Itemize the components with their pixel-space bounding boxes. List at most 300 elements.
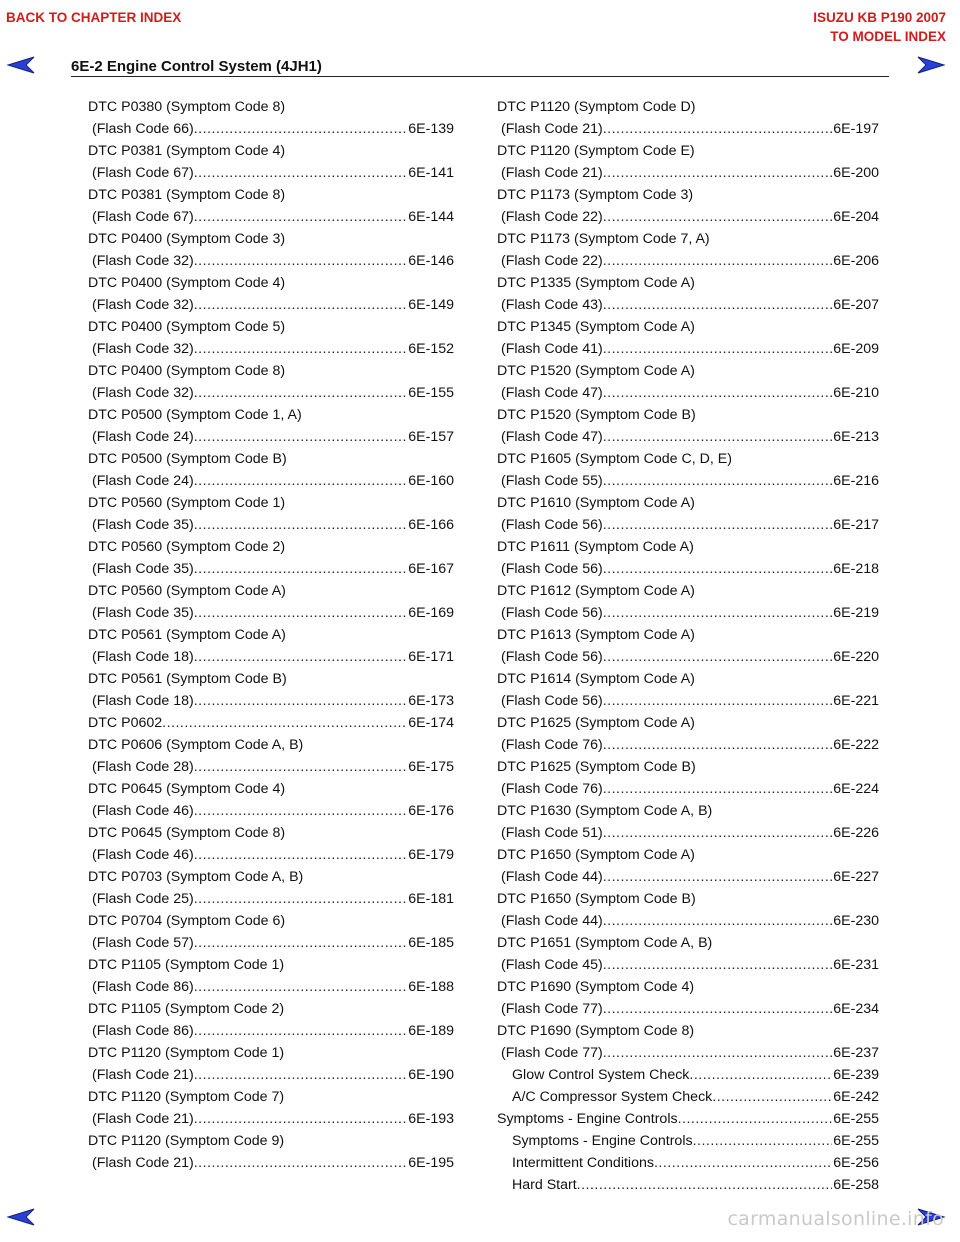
toc-entry[interactable]: [497, 844, 879, 888]
toc-entry[interactable]: [497, 1064, 879, 1086]
dot-leader: [712, 1086, 832, 1108]
toc-line: [88, 294, 454, 316]
toc-line: [88, 140, 454, 162]
entry-title: DTC P1690 (Symptom Code 8): [497, 1023, 695, 1039]
toc-entry[interactable]: [88, 954, 454, 998]
flash-code: (Flash Code 56): [501, 605, 603, 621]
toc-line: [88, 756, 454, 778]
toc-line: [497, 360, 879, 382]
page-number: 6E-141: [408, 165, 454, 181]
dot-leader: [603, 866, 833, 888]
dot-leader: [194, 1108, 408, 1130]
entry-title: DTC P1611 (Symptom Code A): [497, 539, 694, 555]
page-number: 6E-255: [833, 1133, 879, 1149]
toc-line: [497, 294, 879, 316]
flash-code: (Flash Code 35): [92, 605, 194, 621]
entry-title: DTC P1690 (Symptom Code 4): [497, 979, 695, 995]
toc-line: [497, 272, 879, 294]
back-to-chapter-index-link[interactable]: BACK TO CHAPTER INDEX: [6, 10, 182, 25]
flash-code: (Flash Code 55): [501, 473, 603, 489]
flash-code: (Flash Code 77): [501, 1045, 603, 1061]
dot-leader: [194, 932, 408, 954]
entry-title: DTC P0561 (Symptom Code A): [88, 627, 286, 643]
dot-leader: [689, 1064, 832, 1086]
dot-leader: [194, 1020, 408, 1042]
dot-leader: [654, 1152, 832, 1174]
flash-code: (Flash Code 43): [501, 297, 603, 313]
toc-line: [88, 646, 454, 668]
toc-line: [88, 558, 454, 580]
page-number: 6E-204: [833, 209, 879, 225]
entry-title: A/C Compressor System Check: [512, 1089, 713, 1105]
prev-page-arrow-icon[interactable]: [6, 55, 36, 75]
page-number: 6E-174: [408, 715, 454, 731]
page-number: 6E-155: [408, 385, 454, 401]
page-number: 6E-190: [408, 1067, 454, 1083]
entry-title: DTC P1520 (Symptom Code B): [497, 407, 696, 423]
dot-leader: [603, 118, 833, 140]
page-number: 6E-179: [408, 847, 454, 863]
entry-title: DTC P1105 (Symptom Code 1): [88, 957, 285, 973]
watermark: carmanualsonline.info: [727, 1208, 944, 1230]
page-number: 6E-255: [833, 1111, 879, 1127]
page-number: 6E-197: [833, 121, 879, 137]
toc-entry[interactable]: [88, 404, 454, 448]
entry-title: DTC P0400 (Symptom Code 8): [88, 363, 286, 379]
toc-line: [88, 866, 454, 888]
entry-title: DTC P0400 (Symptom Code 5): [88, 319, 286, 335]
page-number: 6E-258: [833, 1177, 879, 1193]
page-number: 6E-195: [408, 1155, 454, 1171]
dot-leader: [603, 910, 833, 932]
toc-line: [497, 492, 879, 514]
toc-line: [497, 646, 879, 668]
dot-leader: [603, 998, 833, 1020]
toc-entry[interactable]: [497, 360, 879, 404]
toc-entry[interactable]: [88, 360, 454, 404]
entry-title: DTC P0381 (Symptom Code 4): [88, 143, 286, 159]
toc-entry[interactable]: [497, 1130, 879, 1152]
entry-title: DTC P1120 (Symptom Code 7): [88, 1089, 285, 1105]
toc-line: [497, 624, 879, 646]
page-number: 6E-157: [408, 429, 454, 445]
toc-line: [88, 998, 454, 1020]
toc-line: [88, 1108, 454, 1130]
page-number: 6E-207: [833, 297, 879, 313]
toc-line: [497, 536, 879, 558]
toc-entry[interactable]: [88, 712, 454, 734]
flash-code: (Flash Code 51): [501, 825, 603, 841]
toc-line: [88, 1020, 454, 1042]
flash-code: (Flash Code 21): [501, 165, 603, 181]
entry-title: DTC P1120 (Symptom Code 9): [88, 1133, 285, 1149]
entry-title: DTC P0381 (Symptom Code 8): [88, 187, 286, 203]
page-number: 6E-221: [833, 693, 879, 709]
entry-title: DTC P0500 (Symptom Code 1, A): [88, 407, 302, 423]
toc-entry[interactable]: [497, 1174, 879, 1196]
dot-leader: [194, 844, 408, 866]
toc-entry[interactable]: [497, 976, 879, 1020]
dot-leader: [194, 426, 408, 448]
dot-leader: [194, 646, 408, 668]
toc-line: [88, 1042, 454, 1064]
toc-line: [497, 404, 879, 426]
toc-entry[interactable]: [497, 624, 879, 668]
dot-leader: [603, 734, 833, 756]
toc-line: [88, 404, 454, 426]
dot-leader: [194, 338, 408, 360]
dot-leader: [194, 118, 408, 140]
page-number: 6E-231: [833, 957, 879, 973]
toc-entry[interactable]: [88, 272, 454, 316]
page-number: 6E-173: [408, 693, 454, 709]
flash-code: (Flash Code 46): [92, 803, 194, 819]
flash-code: (Flash Code 32): [92, 253, 194, 269]
flash-code: (Flash Code 77): [501, 1001, 603, 1017]
dot-leader: [603, 294, 833, 316]
toc-entry[interactable]: [497, 756, 879, 800]
toc-line: [88, 932, 454, 954]
flash-code: (Flash Code 76): [501, 737, 603, 753]
toc-line: [497, 426, 879, 448]
page-number: 6E-222: [833, 737, 879, 753]
toc-entry[interactable]: [497, 272, 879, 316]
toc-entry[interactable]: [88, 1086, 454, 1130]
toc-line: [497, 1130, 879, 1152]
toc-line: [88, 448, 454, 470]
toc-entry[interactable]: [88, 822, 454, 866]
entry-title: DTC P1625 (Symptom Code B): [497, 759, 696, 775]
page-number: 6E-226: [833, 825, 879, 841]
flash-code: (Flash Code 47): [501, 429, 603, 445]
toc-line: [88, 338, 454, 360]
toc-line: [497, 1108, 879, 1130]
toc-line: [497, 690, 879, 712]
toc-line: [88, 954, 454, 976]
toc-line: [88, 1064, 454, 1086]
toc-line: [88, 382, 454, 404]
dot-leader: [194, 976, 408, 998]
toc-entry[interactable]: [88, 1042, 454, 1086]
page-number: 6E-213: [833, 429, 879, 445]
page-number: 6E-175: [408, 759, 454, 775]
page-number: 6E-227: [833, 869, 879, 885]
toc-entry[interactable]: [88, 734, 454, 778]
entry-title: DTC P1520 (Symptom Code A): [497, 363, 695, 379]
entry-title: DTC P1345 (Symptom Code A): [497, 319, 695, 335]
dot-leader: [194, 690, 408, 712]
toc-entry[interactable]: [497, 228, 879, 272]
entry-title: DTC P0704 (Symptom Code 6): [88, 913, 286, 929]
page-number: 6E-234: [833, 1001, 879, 1017]
dot-leader: [603, 822, 833, 844]
entry-title: DTC P0703 (Symptom Code A, B): [88, 869, 304, 885]
page-number: 6E-176: [408, 803, 454, 819]
flash-code: (Flash Code 24): [92, 429, 194, 445]
toc-entry[interactable]: [497, 140, 879, 184]
flash-code: (Flash Code 22): [501, 253, 603, 269]
toc-line: [497, 338, 879, 360]
toc-entry[interactable]: [88, 140, 454, 184]
toc-line: [497, 756, 879, 778]
dot-leader: [603, 338, 833, 360]
page-number: 6E-230: [833, 913, 879, 929]
toc-entry[interactable]: [88, 668, 454, 712]
flash-code: (Flash Code 44): [501, 913, 603, 929]
toc-line: [88, 844, 454, 866]
toc-entry[interactable]: [497, 1108, 879, 1130]
entry-title: DTC P1173 (Symptom Code 3): [497, 187, 694, 203]
toc-line: [88, 316, 454, 338]
flash-code: (Flash Code 86): [92, 1023, 194, 1039]
toc-entry[interactable]: [88, 96, 454, 140]
toc-line: [88, 690, 454, 712]
toc-entry[interactable]: [497, 184, 879, 228]
toc-line: [88, 360, 454, 382]
toc-line: [497, 580, 879, 602]
toc-line: [497, 866, 879, 888]
toc-entry[interactable]: [497, 1152, 879, 1174]
toc-line: [497, 140, 879, 162]
dot-leader: [194, 294, 408, 316]
flash-code: (Flash Code 28): [92, 759, 194, 775]
toc-line: [88, 514, 454, 536]
toc-entry[interactable]: [88, 910, 454, 954]
dot-leader: [603, 602, 833, 624]
flash-code: (Flash Code 56): [501, 517, 603, 533]
toc-entry[interactable]: [88, 1130, 454, 1174]
toc-entry[interactable]: [497, 448, 879, 492]
entry-title: DTC P0645 (Symptom Code 8): [88, 825, 286, 841]
flash-code: (Flash Code 18): [92, 693, 194, 709]
next-page-arrow-icon[interactable]: [916, 55, 946, 75]
dot-leader: [194, 470, 408, 492]
toc-line: [88, 426, 454, 448]
toc-entry[interactable]: [88, 580, 454, 624]
entry-title: DTC P1630 (Symptom Code A, B): [497, 803, 713, 819]
page-number: 6E-210: [833, 385, 879, 401]
entry-title: DTC P1610 (Symptom Code A): [497, 495, 695, 511]
entry-title: DTC P1614 (Symptom Code A): [497, 671, 695, 687]
dot-leader: [194, 558, 408, 580]
dot-leader: [603, 646, 833, 668]
dot-leader: [603, 954, 833, 976]
flash-code: (Flash Code 47): [501, 385, 603, 401]
toc-entry[interactable]: [497, 932, 879, 976]
page-number: 6E-224: [833, 781, 879, 797]
entry-title: DTC P1120 (Symptom Code D): [497, 99, 696, 115]
flash-code: (Flash Code 66): [92, 121, 194, 137]
page-number: 6E-167: [408, 561, 454, 577]
toc-line: [497, 976, 879, 998]
dot-leader: [603, 382, 833, 404]
dot-leader: [603, 778, 833, 800]
toc-line: [88, 250, 454, 272]
page-number: 6E-219: [833, 605, 879, 621]
entry-title: DTC P1650 (Symptom Code A): [497, 847, 695, 863]
toc-entry[interactable]: [88, 998, 454, 1042]
toc-entry[interactable]: [88, 228, 454, 272]
dot-leader: [603, 514, 833, 536]
toc-line: [497, 250, 879, 272]
page-number: 6E-152: [408, 341, 454, 357]
toc-entry[interactable]: [497, 580, 879, 624]
to-model-index-link[interactable]: TO MODEL INDEX: [830, 29, 946, 44]
flash-code: (Flash Code 21): [92, 1111, 194, 1127]
toc-right-column: [497, 96, 879, 1196]
toc-line: [497, 668, 879, 690]
toc-line: [497, 602, 879, 624]
entry-title: DTC P1335 (Symptom Code A): [497, 275, 695, 291]
toc-entry[interactable]: [497, 668, 879, 712]
toc-line: [88, 206, 454, 228]
entry-title: DTC P1120 (Symptom Code 1): [88, 1045, 285, 1061]
flash-code: (Flash Code 21): [92, 1155, 194, 1171]
flash-code: (Flash Code 22): [501, 209, 603, 225]
toc-line: [497, 558, 879, 580]
entry-title: DTC P1613 (Symptom Code A): [497, 627, 695, 643]
toc-line: [497, 228, 879, 250]
flash-code: (Flash Code 56): [501, 649, 603, 665]
entry-title: DTC P1120 (Symptom Code E): [497, 143, 695, 159]
toc-entry[interactable]: [88, 778, 454, 822]
flash-code: (Flash Code 32): [92, 297, 194, 313]
dot-leader: [603, 470, 833, 492]
page-number: 6E-220: [833, 649, 879, 665]
dot-leader: [194, 800, 408, 822]
entry-title: Hard Start: [512, 1177, 577, 1193]
page-number: 6E-189: [408, 1023, 454, 1039]
toc-line: [497, 1020, 879, 1042]
toc-entry[interactable]: [497, 316, 879, 360]
flash-code: (Flash Code 35): [92, 561, 194, 577]
toc-line: [497, 316, 879, 338]
page-number: 6E-256: [833, 1155, 879, 1171]
dot-leader: [603, 690, 833, 712]
entry-title: Glow Control System Check: [512, 1067, 690, 1083]
flash-code: (Flash Code 56): [501, 561, 603, 577]
toc-line: [88, 976, 454, 998]
dot-leader: [603, 1042, 833, 1064]
page-number: 6E-146: [408, 253, 454, 269]
toc-line: [497, 800, 879, 822]
flash-code: (Flash Code 24): [92, 473, 194, 489]
flash-code: (Flash Code 67): [92, 165, 194, 181]
page-number: 6E-216: [833, 473, 879, 489]
flash-code: (Flash Code 32): [92, 341, 194, 357]
page-number: 6E-171: [408, 649, 454, 665]
entry-title: DTC P0500 (Symptom Code B): [88, 451, 287, 467]
flash-code: (Flash Code 35): [92, 517, 194, 533]
toc-line: [88, 96, 454, 118]
entry-title: DTC P0560 (Symptom Code 2): [88, 539, 286, 555]
toc-line: [88, 118, 454, 140]
toc-line: [88, 778, 454, 800]
toc-entry[interactable]: [497, 536, 879, 580]
flash-code: (Flash Code 44): [501, 869, 603, 885]
flash-code: (Flash Code 45): [501, 957, 603, 973]
toc-entry[interactable]: [497, 888, 879, 932]
page-number: 6E-181: [408, 891, 454, 907]
page-number: 6E-239: [833, 1067, 879, 1083]
toc-line: [497, 1086, 879, 1108]
toc-entry[interactable]: [497, 800, 879, 844]
toc-entry[interactable]: [497, 1020, 879, 1064]
page-number: 6E-237: [833, 1045, 879, 1061]
dot-leader: [603, 426, 833, 448]
dot-leader: [603, 250, 833, 272]
toc-line: [88, 800, 454, 822]
toc-entry[interactable]: [88, 448, 454, 492]
page-number: 6E-144: [408, 209, 454, 225]
page-number: 6E-169: [408, 605, 454, 621]
toc-line: [88, 272, 454, 294]
toc-entry[interactable]: [88, 536, 454, 580]
prev-page-arrow-icon[interactable]: [6, 1207, 36, 1227]
toc-line: [88, 1152, 454, 1174]
toc-line: [497, 1152, 879, 1174]
toc-line: [88, 228, 454, 250]
toc-line: [88, 888, 454, 910]
toc-line: [88, 580, 454, 602]
entry-title: DTC P0606 (Symptom Code A, B): [88, 737, 304, 753]
toc-entry[interactable]: [88, 184, 454, 228]
toc-line: [497, 712, 879, 734]
flash-code: (Flash Code 21): [92, 1067, 194, 1083]
toc-entry[interactable]: [497, 1086, 879, 1108]
toc-entry[interactable]: [88, 492, 454, 536]
dot-leader: [194, 162, 408, 184]
flash-code: (Flash Code 46): [92, 847, 194, 863]
toc-entry[interactable]: [88, 866, 454, 910]
toc-left-column: [88, 96, 454, 1174]
dot-leader: [162, 712, 407, 734]
header-rule: [71, 76, 889, 77]
entry-title: DTC P0400 (Symptom Code 4): [88, 275, 286, 291]
entry-title: DTC P1605 (Symptom Code C, D, E): [497, 451, 732, 467]
flash-code: (Flash Code 21): [501, 121, 603, 137]
toc-entry[interactable]: [88, 624, 454, 668]
toc-line: [497, 954, 879, 976]
toc-line: [88, 624, 454, 646]
toc-line: [497, 206, 879, 228]
dot-leader: [603, 162, 833, 184]
page-number: 6E-217: [833, 517, 879, 533]
toc-entry[interactable]: [497, 712, 879, 756]
flash-code: (Flash Code 67): [92, 209, 194, 225]
toc-line: [88, 1086, 454, 1108]
toc-entry[interactable]: [497, 404, 879, 448]
page-number: 6E-209: [833, 341, 879, 357]
toc-line: [497, 932, 879, 954]
toc-line: [497, 382, 879, 404]
toc-entry[interactable]: [497, 96, 879, 140]
page-number: 6E-139: [408, 121, 454, 137]
toc-entry[interactable]: [88, 316, 454, 360]
toc-line: [88, 162, 454, 184]
toc-line: [88, 734, 454, 756]
dot-leader: [194, 756, 408, 778]
page-number: 6E-160: [408, 473, 454, 489]
page-number: 6E-166: [408, 517, 454, 533]
toc-line: [497, 470, 879, 492]
entry-title: DTC P1651 (Symptom Code A, B): [497, 935, 713, 951]
page-header: 6E-2 Engine Control System (4JH1): [71, 58, 322, 75]
entry-title: DTC P0561 (Symptom Code B): [88, 671, 287, 687]
toc-entry[interactable]: [497, 492, 879, 536]
dot-leader: [693, 1130, 833, 1152]
toc-line: [88, 712, 454, 734]
